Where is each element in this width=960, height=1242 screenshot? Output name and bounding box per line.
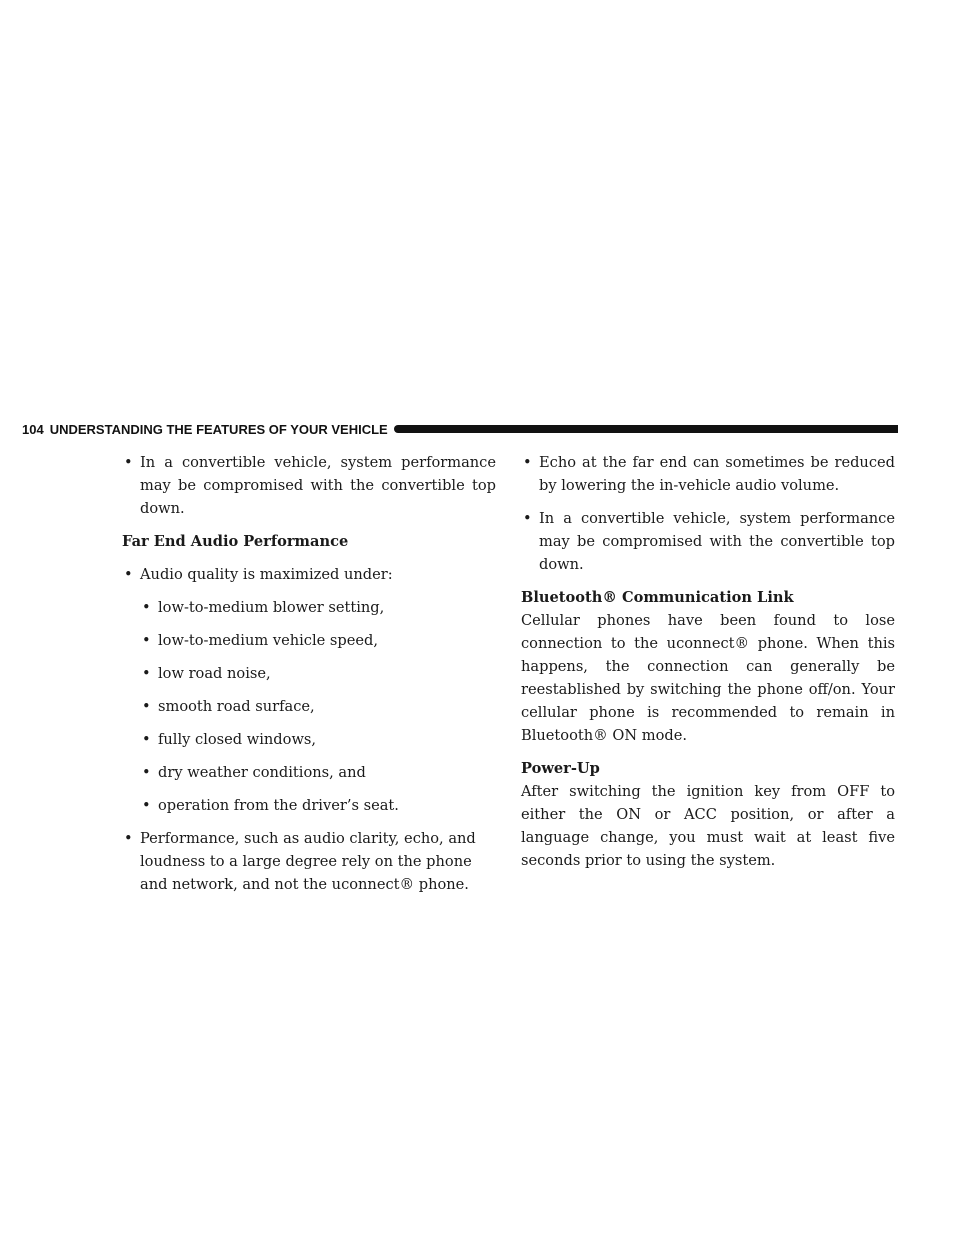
power-up-paragraph: After switching the ignition key from OFF to either the ON or ACC position, or after a language change, you must wait at least five seconds prior to using the system. [521, 783, 895, 869]
page-header [22, 420, 898, 438]
right-column [521, 451, 895, 882]
left-column [122, 451, 496, 906]
far-end-audio-heading: Far End Audio Performance [122, 533, 349, 550]
header-rule [394, 425, 898, 433]
bullet-audio-quality: • Audio quality is maximized under: [122, 563, 496, 586]
page-number: 104 [22, 421, 44, 437]
sub-bullet-road-noise: • low road noise, [140, 662, 496, 685]
sub-bullet-road-surface: • smooth road surface, [140, 695, 496, 718]
bullet-convertible: • In a convertible vehicle, system performance may be compromised with the convertible top down. [122, 451, 496, 520]
bullet-echo: • Echo at the far end can sometimes be reduced by lowering the in-vehicle audio volume. [521, 451, 895, 497]
power-up-heading: Power-Up [521, 760, 600, 777]
bullet-convertible-right: • In a convertible vehicle, system performance may be compromised with the convertible top down. [521, 507, 895, 576]
sub-bullet-driver-seat: • operation from the driver’s seat. [140, 794, 496, 817]
sub-bullet-weather: • dry weather conditions, and [140, 761, 496, 784]
sub-bullet-speed: • low-to-medium vehicle speed, [140, 629, 496, 652]
sub-bullet-windows: • fully closed windows, [140, 728, 496, 751]
section-title: UNDERSTANDING THE FEATURES OF YOUR VEHICLE [49, 421, 388, 437]
bullet-performance: • Performance, such as audio clarity, echo, and loudness to a large degree rely on the phone and network, and not the uconnect® phone. [122, 827, 496, 896]
sub-bullet-blower: • low-to-medium blower setting, [140, 596, 496, 619]
bluetooth-heading: Bluetooth® Communication Link [521, 589, 794, 606]
bluetooth-paragraph: Cellular phones have been found to lose connection to the uconnect® phone. When this happens, the connection can generally be reestablished by switching the phone off/on. Your cellular phone is recommended to remain in Bluetooth® ON mode. [521, 612, 895, 744]
